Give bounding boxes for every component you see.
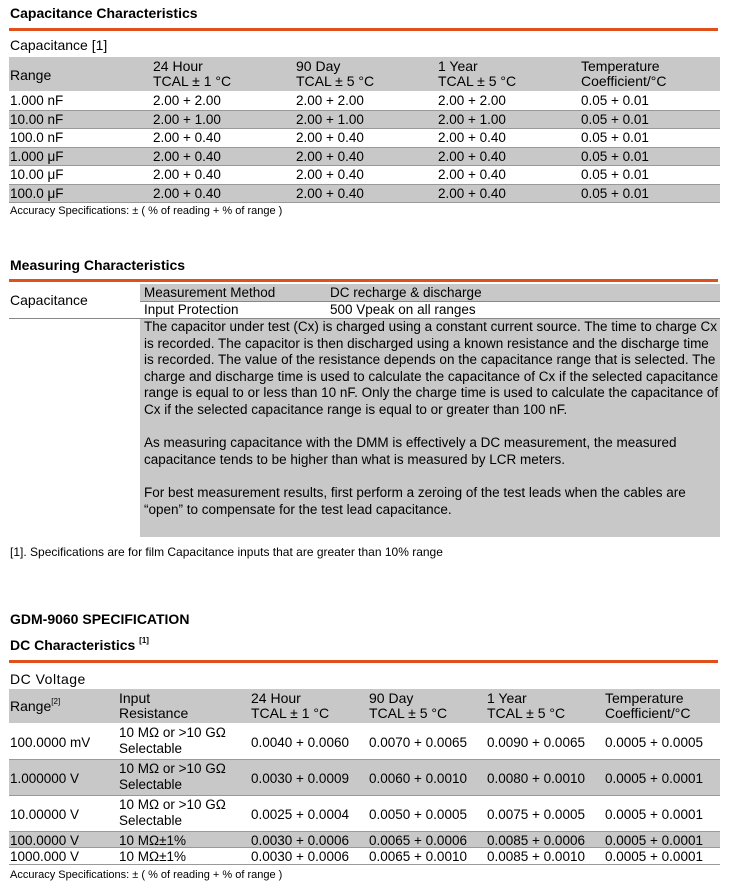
table-row: [9, 760, 720, 796]
table-row: [9, 166, 720, 185]
dc-header-input-line1: Input: [119, 690, 151, 706]
dc-header-input: [119, 691, 188, 721]
table-cell: 2.00 + 0.40: [296, 148, 364, 164]
table-row: [9, 796, 720, 832]
dc-heading-text: DC Characteristics: [10, 637, 136, 653]
table-cell: 2.00 + 0.40: [153, 148, 221, 164]
table-cell: 10.00000 V: [10, 807, 80, 822]
table-cell: 0.05 + 0.01: [581, 148, 649, 164]
dc-heading: [10, 637, 149, 653]
table-cell: 2.00 + 2.00: [153, 93, 221, 108]
table-cell: 0.05 + 0.01: [581, 130, 649, 145]
measuring-heading: Measuring Characteristics: [10, 257, 186, 273]
table-cell: 2.00 + 0.40: [438, 148, 506, 164]
dc-header-input-line2: Resistance: [119, 705, 189, 721]
table-cell: 2.00 + 0.40: [153, 185, 221, 201]
table-cell: 0.0090 + 0.0065: [487, 735, 585, 750]
table-cell: 10.00 μF: [10, 167, 64, 182]
table-cell: 0.0070 + 0.0065: [369, 735, 467, 750]
table-row: [9, 111, 720, 130]
table-cell: 10 MΩ or >10 GΩ: [119, 725, 226, 740]
table-row: [9, 848, 720, 865]
dc-accuracy-note: Accuracy Specifications: ± ( % of reading + % of range ): [10, 869, 283, 881]
table-cell: 1.000000 V: [10, 771, 80, 786]
measuring-label: Capacitance: [10, 292, 88, 308]
measurement-method-row: [140, 284, 720, 301]
table-cell: 0.0060 + 0.0010: [369, 771, 467, 786]
table-cell: 0.0005 + 0.0001: [605, 771, 703, 786]
table-cell: 2.00 + 1.00: [153, 111, 221, 127]
table-row: [9, 129, 720, 148]
table-cell: Selectable: [119, 777, 183, 792]
table-cell: 0.0005 + 0.0001: [605, 807, 703, 822]
measuring-footnote: [1]. Specifications are for film Capacitance inputs that are greater than 10% range: [10, 545, 443, 559]
table-row: [9, 185, 720, 204]
table-cell: 0.05 + 0.01: [581, 167, 649, 182]
table-cell: 10.00 nF: [10, 111, 64, 127]
table-cell: 2.00 + 0.40: [153, 130, 221, 145]
table-cell: 100.0000 V: [10, 833, 80, 848]
dc-header-1y-line2: TCAL ± 5 °C: [487, 705, 566, 721]
table-cell: 2.00 + 1.00: [296, 111, 364, 127]
table-cell: 100.0000 mV: [10, 735, 91, 750]
table-cell: 2.00 + 0.40: [296, 130, 364, 145]
header-temp-line1: Temperature: [581, 58, 660, 74]
dc-header-range: [10, 698, 60, 714]
dc-heading-sup: [1]: [139, 636, 149, 645]
table-row: [9, 92, 720, 111]
table-cell: 10 MΩ or >10 GΩ: [119, 797, 226, 812]
capacitance-heading: Capacitance Characteristics: [10, 5, 198, 21]
header-24h-line1: 24 Hour: [153, 58, 203, 74]
table-cell: 2.00 + 0.40: [296, 167, 364, 182]
measurement-method-value: DC recharge & discharge: [330, 285, 482, 300]
table-cell: 0.0080 + 0.0010: [487, 771, 585, 786]
dc-table-body: [9, 724, 720, 865]
input-protection-value: 500 Vpeak on all ranges: [330, 302, 476, 317]
table-cell: 0.05 + 0.01: [581, 185, 649, 201]
table-cell: 2.00 + 0.40: [438, 185, 506, 201]
table-row: [9, 832, 720, 848]
table-cell: 0.0005 + 0.0001: [605, 833, 703, 848]
header-90d: [296, 59, 374, 89]
table-cell: 0.0005 + 0.0005: [605, 735, 703, 750]
dc-header-range-sup: [2]: [51, 697, 61, 706]
table-cell: 10 MΩ or >10 GΩ: [119, 761, 226, 776]
capacitance-table-body: [9, 92, 720, 203]
capacitance-table-header: [9, 57, 720, 91]
table-row: [9, 148, 720, 167]
dc-header-range-text: Range: [10, 698, 52, 714]
table-cell: 2.00 + 1.00: [438, 111, 506, 127]
measuring-description: [140, 319, 720, 537]
table-cell: 2.00 + 0.40: [438, 167, 506, 182]
table-cell: 2.00 + 2.00: [438, 93, 506, 108]
capacitance-table-title: Capacitance [1]: [10, 37, 108, 53]
table-cell: 0.0065 + 0.0006: [369, 833, 467, 848]
header-24h: [153, 59, 231, 89]
table-cell: 10 MΩ±1%: [119, 849, 187, 864]
table-cell: 0.0085 + 0.0010: [487, 849, 585, 864]
dc-header-90d-line2: TCAL ± 5 °C: [369, 705, 448, 721]
dc-header-24h: [251, 691, 329, 721]
table-cell: 0.0040 + 0.0060: [251, 735, 349, 750]
dc-header-temp-line1: Temperature: [605, 690, 684, 706]
table-cell: 100.0 nF: [10, 130, 64, 145]
dc-table-header: [9, 689, 720, 723]
section-divider: [9, 279, 718, 282]
header-1y: [438, 59, 516, 89]
table-cell: 0.0085 + 0.0006: [487, 833, 585, 848]
table-cell: 1.000 μF: [10, 148, 64, 164]
capacitance-accuracy-note: Accuracy Specifications: ± ( % of reading + % of range ): [10, 205, 283, 217]
dc-header-24h-line1: 24 Hour: [251, 690, 301, 706]
table-cell: 2.00 + 2.00: [296, 93, 364, 108]
table-cell: 0.05 + 0.01: [581, 93, 649, 108]
table-cell: 100.0 μF: [10, 185, 64, 201]
dc-table-title: DC Voltage: [10, 671, 86, 687]
dc-header-1y: [487, 691, 565, 721]
dc-header-temp: [605, 691, 691, 721]
header-90d-line1: 90 Day: [296, 58, 341, 74]
table-cell: 10 MΩ±1%: [119, 833, 187, 848]
header-temp: [581, 59, 667, 89]
header-1y-line1: 1 Year: [438, 58, 478, 74]
section-divider: [9, 28, 718, 31]
table-cell: 0.0025 + 0.0004: [251, 807, 349, 822]
header-temp-line2: Coefficient/°C: [581, 73, 667, 89]
table-cell: 1.000 nF: [10, 93, 64, 108]
table-cell: 1000.000 V: [10, 849, 80, 864]
table-cell: 0.0075 + 0.0005: [487, 807, 585, 822]
header-1y-line2: TCAL ± 5 °C: [438, 73, 517, 89]
input-protection-label: Input Protection: [144, 302, 239, 317]
table-cell: 0.05 + 0.01: [581, 111, 649, 127]
dc-header-temp-line2: Coefficient/°C: [605, 705, 691, 721]
header-range: Range: [10, 67, 52, 83]
header-90d-line2: TCAL ± 5 °C: [296, 73, 375, 89]
measurement-method-label: Measurement Method: [144, 285, 276, 300]
table-cell: Selectable: [119, 741, 183, 756]
table-cell: 2.00 + 0.40: [153, 167, 221, 182]
table-cell: 2.00 + 0.40: [438, 130, 506, 145]
table-cell: 0.0030 + 0.0006: [251, 833, 349, 848]
measuring-paragraph-2: As measuring capacitance with the DMM is effectively a DC measurement, the measured capacitance tends to be higher than what is measured by LCR meters.: [144, 435, 677, 467]
table-cell: 0.0050 + 0.0005: [369, 807, 467, 822]
dc-header-24h-line2: TCAL ± 1 °C: [251, 705, 330, 721]
measuring-paragraph-1: The capacitor under test (Cx) is charged using a constant current source. The time to charge Cx is recorded. The capacitor is then discharged using a known resistance and the discharge time is recorded. The value of the resistance depends on the capacitance range that is selected. The charge and discharge time is used to calculate the capacitance of Cx if the selected capacitance range is equal to or less than 10 nF. Only the charge time is used to calculate the capacitance of Cx if the selected capacitance range is equal to or greater than 100 nF.: [144, 319, 719, 417]
table-row: [9, 724, 720, 760]
dc-header-90d: [369, 691, 447, 721]
spec-heading: GDM-9060 SPECIFICATION: [10, 611, 190, 627]
table-cell: 0.0065 + 0.0010: [369, 849, 467, 864]
section-divider: [9, 660, 718, 663]
table-cell: Selectable: [119, 813, 183, 828]
measuring-paragraph-3: For best measurement results, first perform a zeroing of the test leads when the cables are “open” to compensate for the test lead capacitance.: [144, 485, 686, 517]
table-cell: 2.00 + 0.40: [296, 185, 364, 201]
header-24h-line2: TCAL ± 1 °C: [153, 73, 232, 89]
dc-header-90d-line1: 90 Day: [369, 690, 414, 706]
dc-header-1y-line1: 1 Year: [487, 690, 527, 706]
table-cell: 0.0005 + 0.0001: [605, 849, 703, 864]
table-cell: 0.0030 + 0.0006: [251, 849, 349, 864]
table-cell: 0.0030 + 0.0009: [251, 771, 349, 786]
